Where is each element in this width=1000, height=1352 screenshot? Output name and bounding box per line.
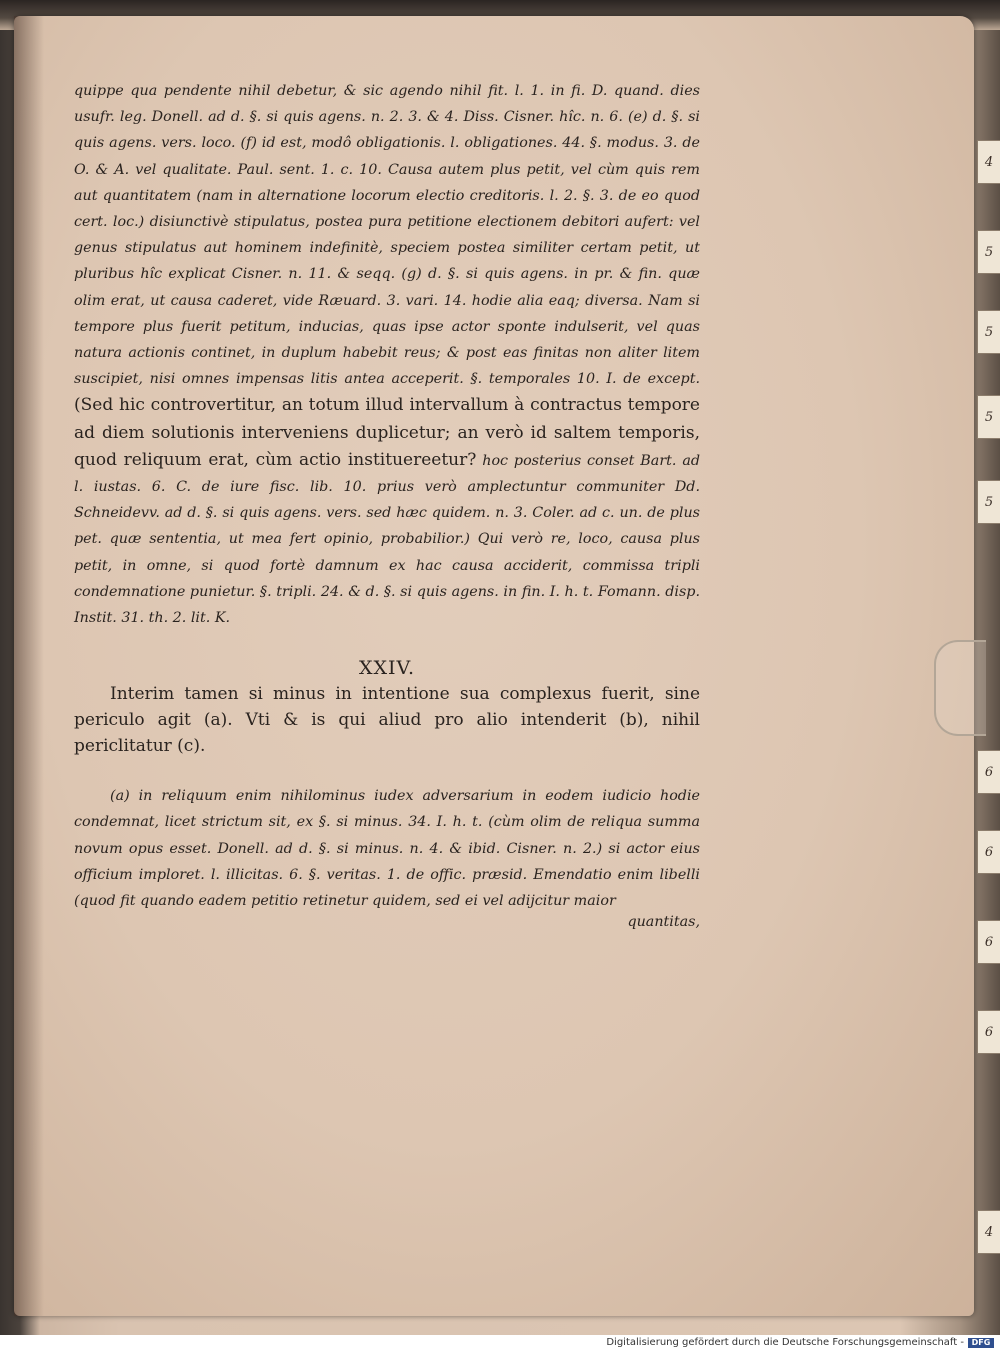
footnotes-bottom: (a) in reliquum enim nihilominus iudex adversarium in eodem iudicio hodie condemnat, licet strictum sit, ex §. si minus. 34. I. h. t. (cùm olim de reliqua summa novum opus esset. Donell. ad d. §. si minus. n. 4. & ibid. Cisner. n. 2.) si actor eius officium imploret. l. illicitas. 6. §. veritas. 1. de offic. præsid. Emendatio enim libelli (quod fit quando eadem petitio retinetur quidem, sed ei vel adijcitur maior	[74, 788, 700, 910]
index-tab[interactable]: 5	[977, 395, 1000, 439]
funding-credit: Digitalisierung gefördert durch die Deutsche Forschungsgemeinschaft -	[606, 1337, 964, 1348]
page-text	[74, 78, 700, 930]
section-heading: XXIV.	[359, 657, 415, 680]
page-clip	[934, 640, 986, 736]
catchword: quantitas,	[627, 914, 700, 931]
index-tab[interactable]: 6	[977, 920, 1000, 964]
footnotes-top	[74, 78, 700, 631]
footer-bar	[0, 1335, 1000, 1352]
index-tab[interactable]: 5	[977, 310, 1000, 354]
index-tab[interactable]: 5	[977, 230, 1000, 274]
index-tab[interactable]: 6	[977, 750, 1000, 794]
footnote-text: quippe qua pendente nihil debetur, & sic agendo nihil fit. l. 1. in fi. D. quand. dies usufr. leg. Donell. ad d. §. si quis agens. n. 2. 3. & 4. Diss. Cisner. hîc. n. 6. (e) d. §. si quis agens. vers. loco. (f) id est, modô obligationis. l. obligationes. 44. §. modus. 3. de O. & A. vel qualitate. Paul. sent. 1. c. 10. Causa autem plus petit, vel cùm quis rem aut quantitatem (nam in alternatione locorum electio creditoris. l. 2. §. 3. de eo quod cert. loc.) disiunctivè stipulatus, postea pura petitione electionem debitori aufert: vel genus stipulatus aut hominem indefinitè, speciem postea similiter certam petit, ut pluribus hîc explicat Cisner. n. 11. & seqq. (g) d. §. si quis agens. in pr. & fin. quæ olim erat, ut causa caderet, vide Ræuard. 3. vari. 14. hodie alia eaq; diversa. Nam si tempore plus fuerit petitum, inducias, quas ipse actor sponte indulserit, vel quas natura actionis continet, in duplum habebit reus; & post eas finitas non aliter litem suscipiet, nisi omnes impensas litis antea acceperit. §. temporales 10. I. de except.	[74, 83, 700, 388]
index-tab[interactable]: 4	[977, 1210, 1000, 1254]
page-gutter	[14, 16, 44, 1316]
index-tab[interactable]: 5	[977, 480, 1000, 524]
footnote-text-continued: hoc posterius conset Bart. ad l. iustas. 6. C. de iure fisc. lib. 10. prius verò amplectuntur communiter Dd. Schneidevv. ad d. §. si quis agens. vers. sed hæc quidem. n. 3. Coler. ad c. un. de plus pet. quæ sententia, ut mea fert opinio, probabilior.) Qui verò re, loco, causa plus petit, in omne, si quod fortè damnum ex hac causa acciderit, commissa tripli condemnatione punietur. §. tripli. 24. & d. §. si quis agens. in fin. I. h. t. Fomann. disp. Instit. 31. th. 2. lit. K.	[74, 452, 700, 627]
index-tab[interactable]: 4	[977, 140, 1000, 184]
footnote-roman: (Sed hic controvertitur, an totum illud intervallum à contractus tempore ad diem solutionis interveniens duplicetur; an verò id saltem temporis, quod reliquum erat, cùm actio instituereetur?	[74, 395, 700, 470]
index-tab[interactable]: 6	[977, 830, 1000, 874]
section-body: Interim tamen si minus in intentione sua complexus fuerit, sine periculo agit (a). Vti & is qui aliud pro alio intenderit (b), nihil periclitatur (c).	[74, 684, 700, 757]
dfg-logo-icon: DFG	[968, 1338, 994, 1348]
index-tab[interactable]: 6	[977, 1010, 1000, 1054]
